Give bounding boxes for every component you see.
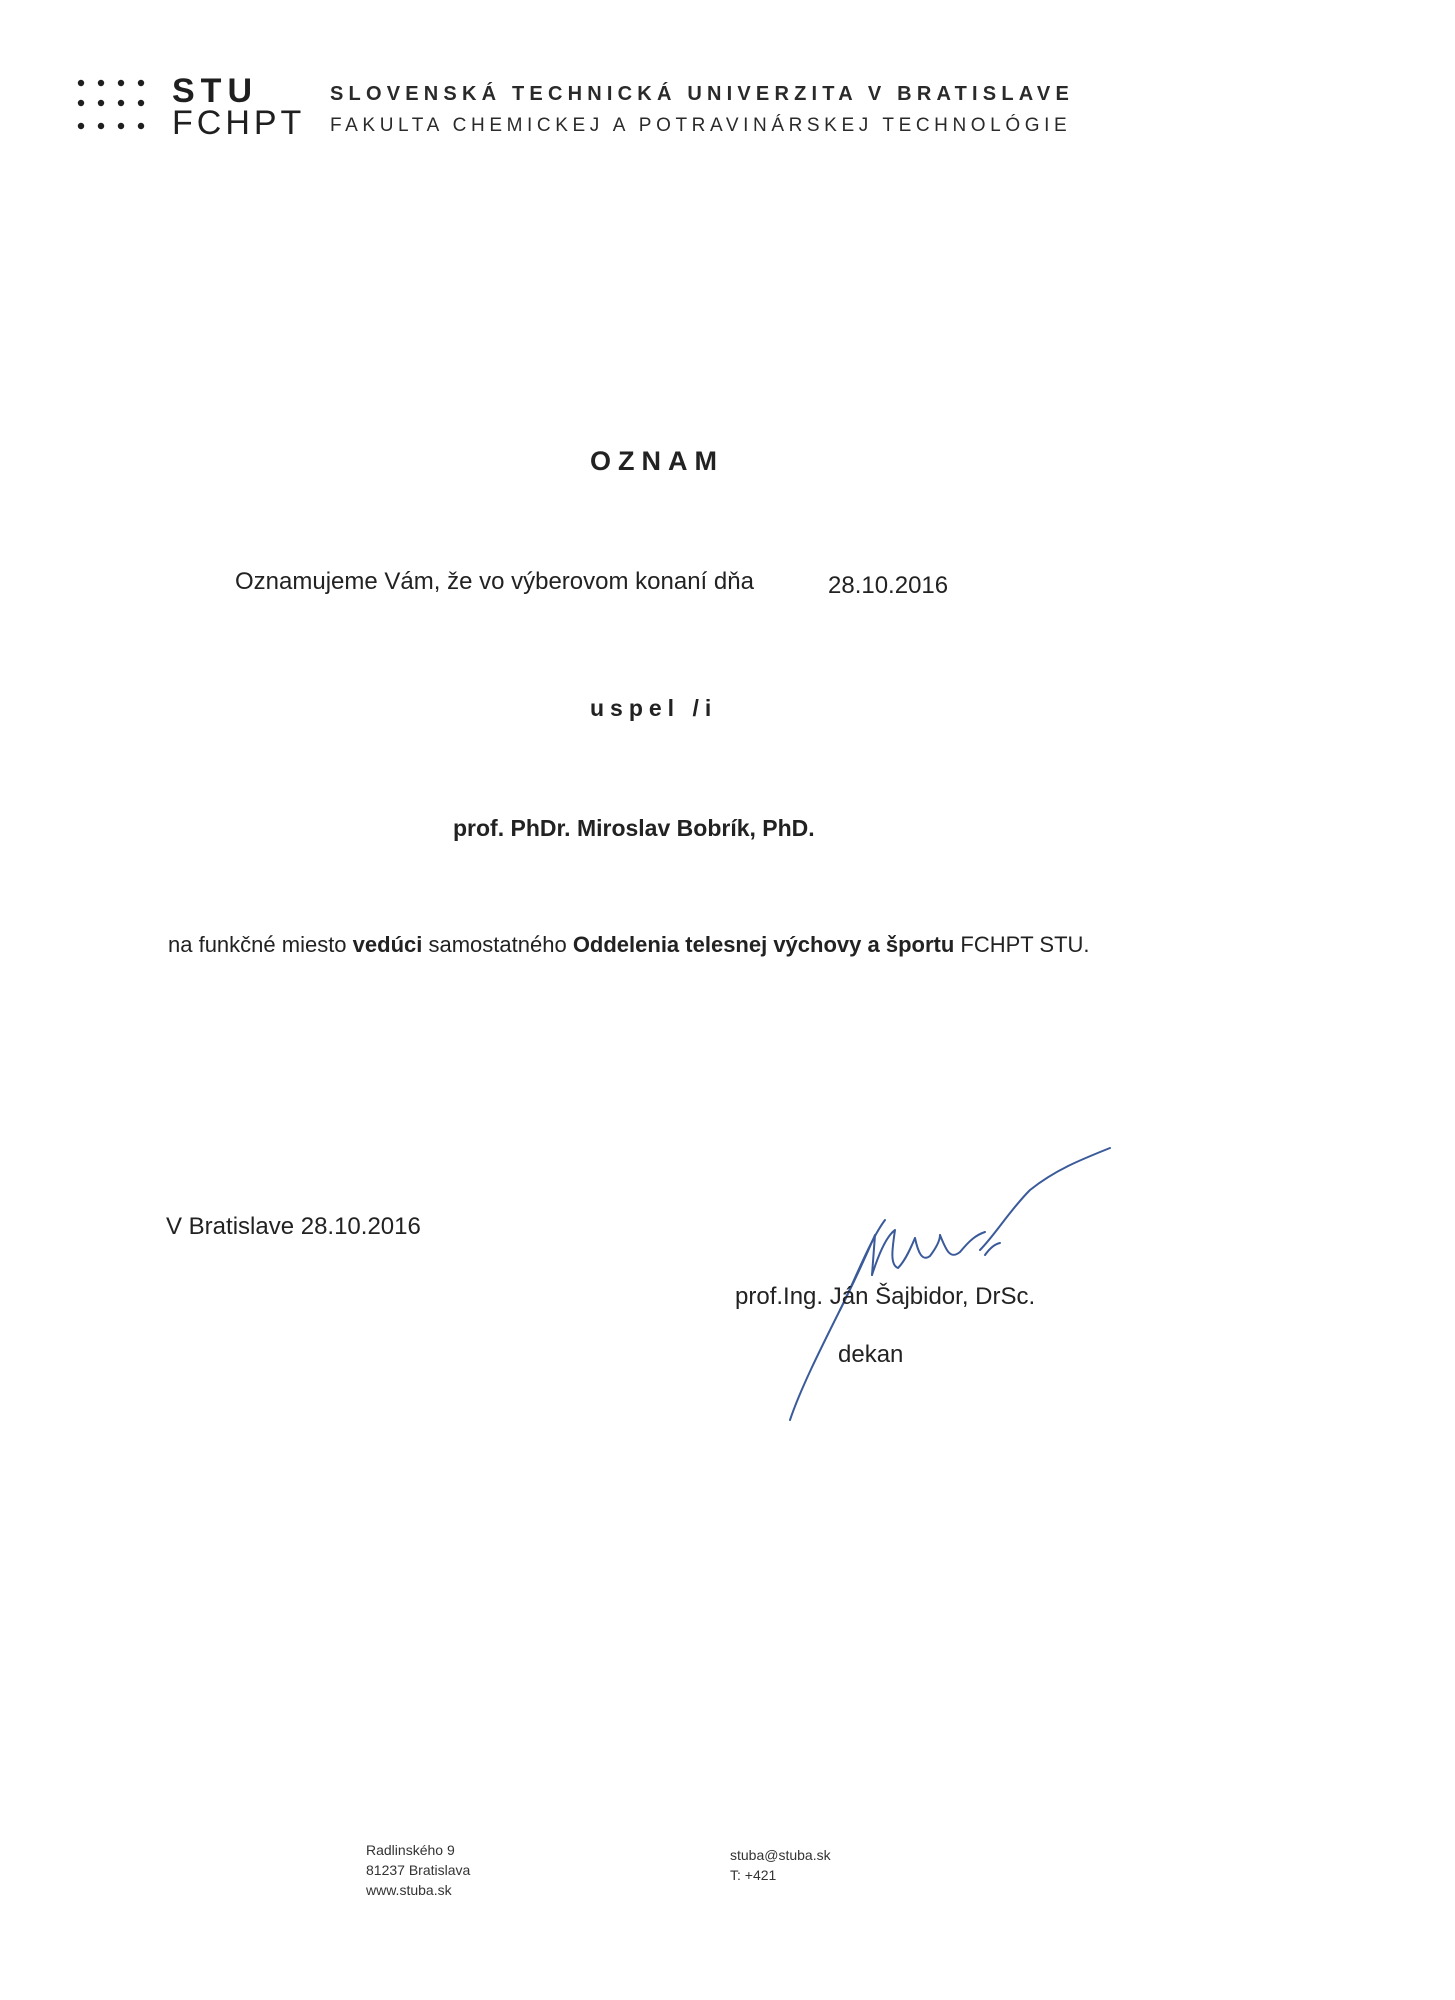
- footer-email: stuba@stuba.sk: [730, 1847, 831, 1863]
- footer-city: 81237 Bratislava: [366, 1862, 471, 1878]
- notice-title: OZNAM: [590, 446, 724, 476]
- position-part1: na funkčné miesto: [168, 932, 353, 957]
- footer-street: Radlinského 9: [366, 1842, 455, 1858]
- university-name: SLOVENSKÁ TECHNICKÁ UNIVERZITA V BRATISLAVE: [330, 83, 1074, 105]
- position-part3: FCHPT STU.: [954, 932, 1090, 957]
- position-department: Oddelenia telesnej výchovy a športu: [572, 932, 955, 957]
- logo-stu-text: STU: [172, 72, 258, 110]
- logo-fchpt-text: FCHPT: [172, 104, 306, 142]
- position-role: vedúci: [352, 932, 423, 957]
- footer-phone: T: +421: [730, 1867, 777, 1883]
- position-part2: samostatného: [422, 932, 573, 957]
- footer-website: www.stuba.sk: [366, 1882, 452, 1898]
- faculty-name: FAKULTA CHEMICKEJ A POTRAVINÁRSKEJ TECHNOLÓGIE: [330, 115, 1072, 136]
- place-and-date: V Bratislave 28.10.2016: [166, 1213, 421, 1240]
- stu-logo-dots: [76, 78, 154, 136]
- candidate-name: prof. PhDr. Miroslav Bobrík, PhD.: [453, 815, 815, 841]
- position-line: [168, 932, 1090, 958]
- signatory-name: prof.Ing. Ján Šajbidor, DrSc.: [735, 1283, 1036, 1310]
- footer-address: [366, 1840, 470, 1900]
- footer-contact: [730, 1845, 831, 1885]
- signatory-role: dekan: [838, 1341, 904, 1368]
- result-text: uspel /i: [590, 695, 718, 721]
- intro-text: Oznamujeme Vám, že vo výberovom konaní dňa: [235, 568, 754, 595]
- selection-date: 28.10.2016: [828, 572, 949, 599]
